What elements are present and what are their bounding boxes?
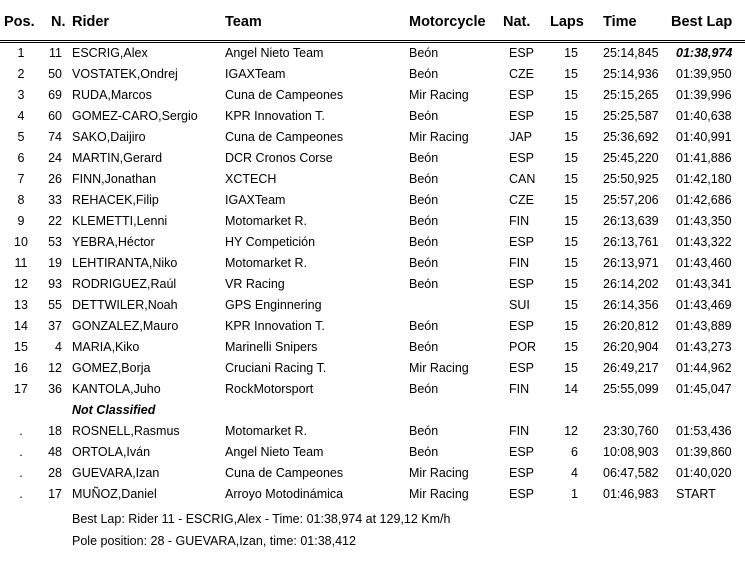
cell-rider-name: ROSNELL,Rasmus — [72, 424, 180, 438]
cell-rider-name: GOMEZ,Borja — [72, 361, 151, 375]
cell-best-lap: 01:40,991 — [676, 130, 732, 144]
cell-rider-number: 17 — [48, 487, 62, 501]
cell-total-time: 06:47,582 — [603, 466, 659, 480]
pole-position-note: Pole position: 28 - GUEVARA,Izan, time: 01:38,412 — [72, 534, 356, 548]
cell-nationality: ESP — [509, 46, 535, 60]
cell-motorcycle: Mir Racing — [409, 361, 469, 375]
table-row — [0, 359, 745, 380]
cell-rider-number: 4 — [55, 340, 62, 354]
table-row — [0, 485, 745, 506]
table-header — [0, 0, 745, 44]
table-row — [0, 380, 745, 401]
cell-total-time: 26:49,217 — [603, 361, 659, 375]
cell-position: 15 — [14, 340, 28, 354]
cell-laps: 14 — [564, 382, 578, 396]
cell-laps: 6 — [571, 445, 578, 459]
cell-motorcycle: Beón — [409, 382, 439, 396]
cell-motorcycle: Beón — [409, 193, 439, 207]
cell-best-lap: 01:42,686 — [676, 193, 732, 207]
cell-rider-number: 11 — [49, 46, 62, 60]
cell-rider-number: 22 — [48, 214, 62, 228]
cell-total-time: 25:55,099 — [603, 382, 659, 396]
cell-total-time: 25:50,925 — [603, 172, 659, 186]
cell-total-time: 26:20,904 — [603, 340, 659, 354]
cell-team-name: Motomarket R. — [225, 424, 307, 438]
table-row — [0, 443, 745, 464]
cell-position: 11 — [14, 256, 28, 270]
cell-best-lap: 01:43,273 — [676, 340, 732, 354]
cell-rider-name: YEBRA,Héctor — [72, 235, 155, 249]
cell-motorcycle: Beón — [409, 109, 439, 123]
cell-best-lap: 01:43,322 — [676, 235, 732, 249]
table-row — [0, 44, 745, 65]
cell-team-name: XCTECH — [225, 172, 277, 186]
cell-nationality: JAP — [509, 130, 532, 144]
table-row — [0, 65, 745, 86]
cell-team-name: KPR Innovation T. — [225, 319, 325, 333]
cell-rider-name: KLEMETTI,Lenni — [72, 214, 168, 228]
cell-rider-number: 28 — [48, 466, 62, 480]
cell-position: 9 — [17, 214, 25, 228]
cell-position: 16 — [14, 361, 28, 375]
cell-position: 13 — [14, 298, 28, 312]
cell-nationality: FIN — [509, 424, 530, 438]
table-row — [0, 170, 745, 191]
header-pos: Pos. — [4, 14, 35, 30]
header-num: N. — [51, 14, 66, 30]
cell-rider-number: 60 — [48, 109, 62, 123]
cell-position: . — [19, 445, 23, 459]
cell-best-lap: 01:39,950 — [676, 67, 732, 81]
cell-laps: 15 — [564, 109, 578, 123]
cell-position: 3 — [17, 88, 25, 102]
cell-laps: 15 — [564, 214, 578, 228]
cell-best-lap: 01:44,962 — [676, 361, 732, 375]
cell-position: 5 — [17, 130, 25, 144]
cell-nationality: FIN — [509, 214, 530, 228]
cell-team-name: DCR Cronos Corse — [225, 151, 333, 165]
results-table — [0, 44, 745, 506]
cell-laps: 15 — [564, 130, 578, 144]
cell-laps: 12 — [564, 424, 578, 438]
table-row — [0, 338, 745, 359]
cell-laps: 15 — [564, 256, 578, 270]
cell-best-lap: 01:43,350 — [676, 214, 732, 228]
cell-team-name: Motomarket R. — [225, 256, 307, 270]
cell-position: . — [19, 466, 23, 480]
cell-position: . — [19, 424, 23, 438]
cell-nationality: ESP — [509, 151, 535, 165]
cell-best-lap: 01:40,020 — [676, 466, 732, 480]
header-time: Time — [603, 14, 637, 30]
cell-total-time: 25:14,936 — [603, 67, 659, 81]
cell-nationality: ESP — [509, 361, 535, 375]
cell-rider-number: 53 — [48, 235, 62, 249]
cell-rider-number: 69 — [48, 88, 62, 102]
cell-nationality: CZE — [509, 67, 534, 81]
cell-rider-number: 55 — [48, 298, 62, 312]
cell-rider-name: FINN,Jonathan — [72, 172, 157, 186]
cell-motorcycle: Mir Racing — [409, 466, 469, 480]
cell-rider-name: DETTWILER,Noah — [72, 298, 178, 312]
cell-rider-number: 26 — [48, 172, 62, 186]
cell-team-name: Cuna de Campeones — [225, 466, 344, 480]
cell-motorcycle: Beón — [409, 214, 439, 228]
cell-team-name: HY Competición — [225, 235, 316, 249]
header-rule-bottom — [0, 42, 745, 43]
cell-rider-number: 19 — [48, 256, 62, 270]
cell-motorcycle: Mir Racing — [409, 487, 469, 501]
cell-nationality: ESP — [509, 277, 535, 291]
cell-team-name: IGAXTeam — [225, 193, 286, 207]
cell-total-time: 26:13,761 — [603, 235, 659, 249]
cell-motorcycle: Mir Racing — [409, 130, 469, 144]
cell-rider-name: GONZALEZ,Mauro — [72, 319, 179, 333]
cell-nationality: ESP — [509, 445, 535, 459]
cell-best-lap: 01:43,889 — [676, 319, 732, 333]
cell-total-time: 26:14,356 — [603, 298, 659, 312]
header-laps: Laps — [550, 14, 584, 30]
cell-rider-number: 48 — [48, 445, 62, 459]
not-classified-label: Not Classified — [72, 403, 156, 417]
best-lap-note: Best Lap: Rider 11 - ESCRIG,Alex - Time: 01:38,974 at 129,12 Km/h — [72, 512, 451, 526]
cell-laps: 15 — [564, 340, 578, 354]
cell-rider-name: ESCRIG,Alex — [72, 46, 148, 60]
cell-best-lap: 01:53,436 — [676, 424, 732, 438]
cell-rider-name: MARIA,Kiko — [72, 340, 140, 354]
cell-rider-number: 12 — [48, 361, 62, 375]
cell-laps: 15 — [564, 193, 578, 207]
table-row — [0, 86, 745, 107]
cell-motorcycle: Beón — [409, 256, 439, 270]
cell-total-time: 23:30,760 — [603, 424, 659, 438]
cell-total-time: 26:14,202 — [603, 277, 659, 291]
table-row — [0, 191, 745, 212]
cell-total-time: 26:13,639 — [603, 214, 659, 228]
header-nat: Nat. — [503, 14, 531, 30]
cell-team-name: VR Racing — [225, 277, 285, 291]
cell-nationality: FIN — [509, 256, 530, 270]
cell-motorcycle: Beón — [409, 424, 439, 438]
cell-total-time: 25:14,845 — [603, 46, 659, 60]
cell-laps: 15 — [564, 298, 578, 312]
cell-total-time: 01:46,983 — [603, 487, 659, 501]
cell-position: 17 — [14, 382, 28, 396]
cell-team-name: Arroyo Motodinámica — [225, 487, 344, 501]
cell-position: 10 — [14, 235, 28, 249]
cell-motorcycle: Beón — [409, 235, 439, 249]
cell-rider-name: LEHTIRANTA,Niko — [72, 256, 178, 270]
table-row — [0, 212, 745, 233]
cell-team-name: Cuna de Campeones — [225, 130, 344, 144]
cell-nationality: SUI — [509, 298, 530, 312]
cell-position: . — [19, 487, 23, 501]
cell-laps: 15 — [564, 319, 578, 333]
not-classified-section — [0, 401, 745, 422]
cell-rider-number: 74 — [48, 130, 62, 144]
cell-nationality: FIN — [509, 382, 530, 396]
cell-position: 4 — [17, 109, 25, 123]
cell-position: 7 — [17, 172, 25, 186]
cell-best-lap: 01:42,180 — [676, 172, 732, 186]
cell-rider-name: ORTOLA,Iván — [72, 445, 151, 459]
cell-team-name: Marinelli Snipers — [225, 340, 318, 354]
cell-team-name: Angel Nieto Team — [225, 46, 324, 60]
cell-best-lap: 01:43,469 — [676, 298, 732, 312]
cell-laps: 4 — [571, 466, 578, 480]
cell-laps: 15 — [564, 361, 578, 375]
table-row — [0, 296, 745, 317]
cell-position: 12 — [14, 277, 28, 291]
cell-position: 1 — [17, 46, 25, 60]
table-row — [0, 317, 745, 338]
cell-total-time: 25:57,206 — [603, 193, 659, 207]
cell-rider-name: GUEVARA,Izan — [72, 466, 160, 480]
cell-best-lap: 01:41,886 — [676, 151, 732, 165]
cell-best-lap: START — [676, 487, 716, 501]
cell-nationality: ESP — [509, 235, 535, 249]
cell-team-name: Motomarket R. — [225, 214, 307, 228]
table-row — [0, 107, 745, 128]
cell-nationality: CAN — [509, 172, 536, 186]
cell-motorcycle: Beón — [409, 277, 439, 291]
cell-nationality: ESP — [509, 109, 535, 123]
cell-laps: 15 — [564, 151, 578, 165]
cell-rider-number: 50 — [48, 67, 62, 81]
cell-nationality: CZE — [509, 193, 534, 207]
cell-laps: 1 — [571, 487, 578, 501]
cell-rider-number: 24 — [48, 151, 62, 165]
cell-best-lap: 01:39,996 — [676, 88, 732, 102]
cell-rider-name: VOSTATEK,Ondrej — [72, 67, 178, 81]
header-rule-top — [0, 40, 745, 41]
header-motorcycle: Motorcycle — [409, 14, 486, 30]
cell-motorcycle: Beón — [409, 46, 439, 60]
cell-rider-name: RUDA,Marcos — [72, 88, 152, 102]
cell-position: 6 — [17, 151, 25, 165]
cell-rider-name: MARTIN,Gerard — [72, 151, 163, 165]
cell-rider-name: MUÑOZ,Daniel — [72, 487, 157, 501]
cell-team-name: Angel Nieto Team — [225, 445, 324, 459]
cell-total-time: 25:36,692 — [603, 130, 659, 144]
cell-rider-number: 93 — [48, 277, 62, 291]
cell-best-lap: 01:40,638 — [676, 109, 732, 123]
cell-rider-name: RODRIGUEZ,Raúl — [72, 277, 177, 291]
cell-position: 2 — [17, 67, 25, 81]
cell-total-time: 26:20,812 — [603, 319, 659, 333]
cell-team-name: Cruciani Racing T. — [225, 361, 327, 375]
header-team: Team — [225, 14, 262, 30]
cell-team-name: Cuna de Campeones — [225, 88, 344, 102]
table-row — [0, 149, 745, 170]
cell-best-lap: 01:38,974 — [676, 46, 733, 60]
cell-position: 8 — [17, 193, 25, 207]
cell-total-time: 25:45,220 — [603, 151, 659, 165]
cell-nationality: POR — [509, 340, 537, 354]
cell-best-lap: 01:45,047 — [676, 382, 732, 396]
cell-rider-name: REHACEK,Filip — [72, 193, 159, 207]
cell-rider-name: GOMEZ-CARO,Sergio — [72, 109, 198, 123]
table-row — [0, 128, 745, 149]
cell-laps: 15 — [564, 67, 578, 81]
cell-best-lap: 01:43,341 — [676, 277, 732, 291]
cell-rider-name: KANTOLA,Juho — [72, 382, 161, 396]
cell-rider-number: 37 — [48, 319, 62, 333]
table-row — [0, 422, 745, 443]
cell-motorcycle: Beón — [409, 319, 439, 333]
cell-team-name: KPR Innovation T. — [225, 109, 325, 123]
cell-team-name: IGAXTeam — [225, 67, 286, 81]
table-row — [0, 254, 745, 275]
cell-total-time: 25:15,265 — [603, 88, 659, 102]
table-row — [0, 275, 745, 296]
cell-nationality: ESP — [509, 319, 535, 333]
cell-total-time: 26:13,971 — [603, 256, 659, 270]
cell-motorcycle: Beón — [409, 340, 439, 354]
cell-laps: 15 — [564, 172, 578, 186]
cell-motorcycle: Mir Racing — [409, 88, 469, 102]
header-rider: Rider — [72, 14, 110, 30]
cell-laps: 15 — [564, 277, 578, 291]
cell-laps: 15 — [564, 235, 578, 249]
cell-motorcycle: Beón — [409, 172, 439, 186]
cell-best-lap: 01:43,460 — [676, 256, 732, 270]
cell-laps: 15 — [564, 88, 578, 102]
cell-total-time: 25:25,587 — [603, 109, 659, 123]
cell-laps: 15 — [564, 46, 578, 60]
table-row — [0, 233, 745, 254]
cell-nationality: ESP — [509, 487, 535, 501]
cell-nationality: ESP — [509, 466, 535, 480]
cell-nationality: ESP — [509, 88, 535, 102]
cell-rider-number: 36 — [48, 382, 62, 396]
cell-motorcycle: Beón — [409, 445, 439, 459]
cell-rider-name: SAKO,Daijiro — [72, 130, 146, 144]
cell-position: 14 — [14, 319, 28, 333]
header-best-lap: Best Lap — [671, 14, 733, 30]
cell-team-name: RockMotorsport — [225, 382, 314, 396]
cell-rider-number: 18 — [48, 424, 62, 438]
cell-team-name: GPS Enginnering — [225, 298, 322, 312]
cell-rider-number: 33 — [48, 193, 62, 207]
cell-total-time: 10:08,903 — [603, 445, 659, 459]
cell-motorcycle: Beón — [409, 151, 439, 165]
table-row — [0, 464, 745, 485]
cell-motorcycle: Beón — [409, 67, 439, 81]
cell-best-lap: 01:39,860 — [676, 445, 732, 459]
